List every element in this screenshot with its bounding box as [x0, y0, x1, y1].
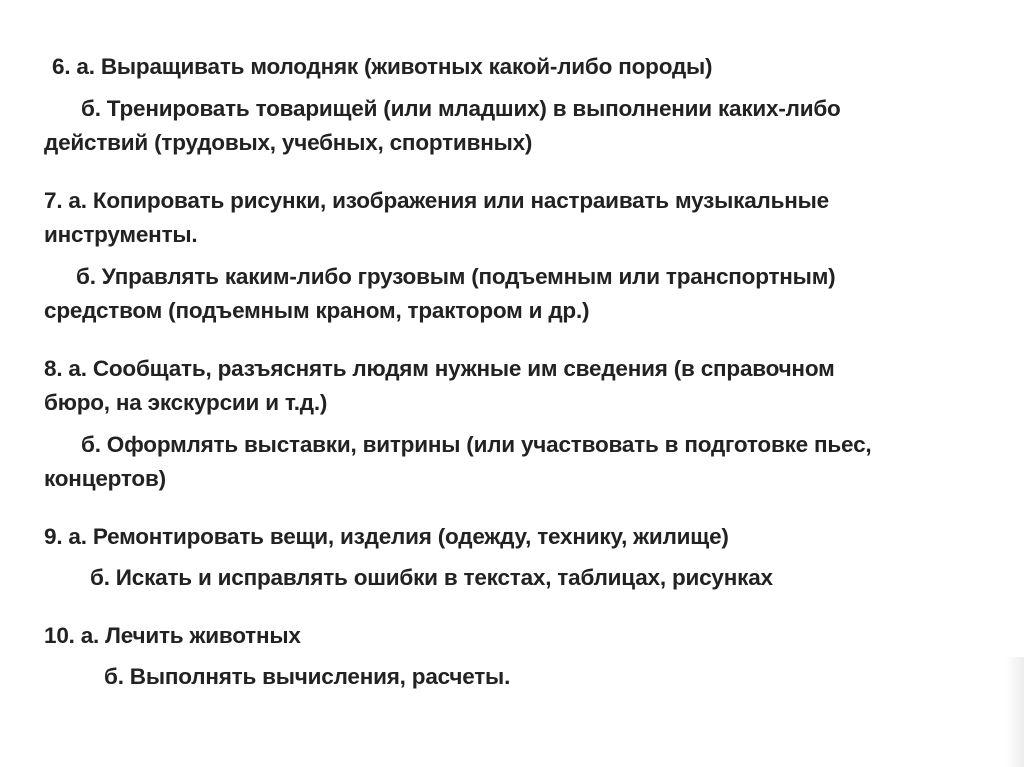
question-7-option-b-line-2: средством (подъемным краном, трактором и др.)	[44, 298, 590, 323]
question-10-option-a: 10. а. Лечить животных	[44, 623, 301, 648]
question-8-option-a-line-2: бюро, на экскурсии и т.д.)	[44, 390, 328, 415]
question-8-option-a-line-1: 8. а. Сообщать, разъяснять людям нужные им сведения (в справочном	[44, 356, 835, 381]
question-7-option-b-line-1: б. Управлять каким-либо грузовым (подъемным или транспортным)	[76, 264, 836, 289]
question-9-option-b: б. Искать и исправлять ошибки в текстах, таблицах, рисунках	[90, 565, 773, 590]
question-6-option-a: 6. а. Выращивать молодняк (животных какой-либо породы)	[52, 54, 713, 79]
question-10-option-b: б. Выполнять вычисления, расчеты.	[104, 664, 511, 689]
question-6-option-b-line-1: б. Тренировать товарищей (или младших) в выполнении каких-либо	[81, 96, 841, 121]
slide-edge-shadow	[1006, 657, 1024, 767]
question-9-option-a: 9. а. Ремонтировать вещи, изделия (одежду, технику, жилище)	[44, 524, 729, 549]
question-8-option-b-line-1: б. Оформлять выставки, витрины (или участвовать в подготовке пьес,	[81, 432, 872, 457]
question-8-option-b-line-2: концертов)	[44, 466, 166, 491]
question-7-option-a-line-2: инструменты.	[44, 222, 198, 247]
question-7-option-a-line-1: 7. а. Копировать рисунки, изображения или настраивать музыкальные	[44, 188, 829, 213]
question-6-option-b-line-2: действий (трудовых, учебных, спортивных)	[44, 130, 533, 155]
